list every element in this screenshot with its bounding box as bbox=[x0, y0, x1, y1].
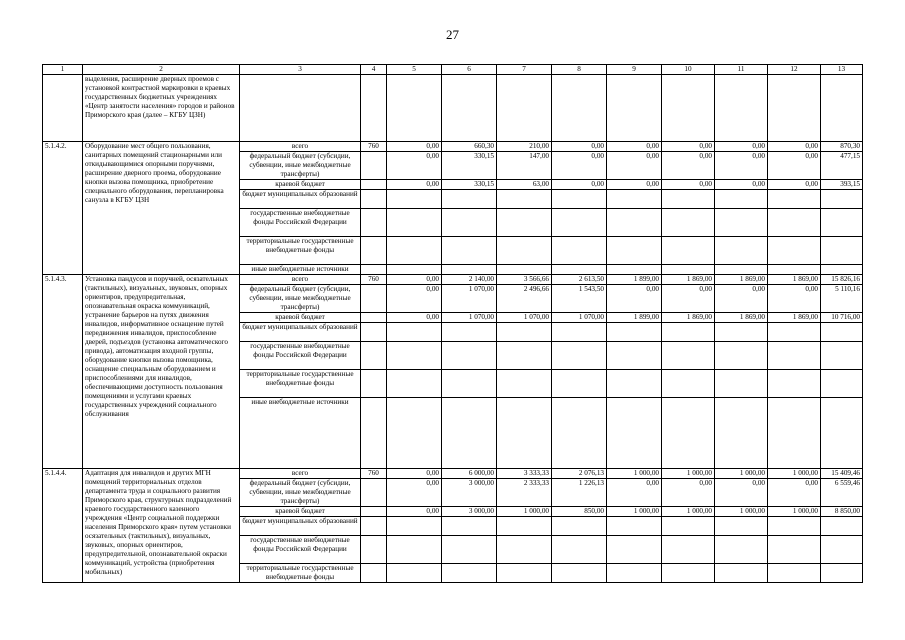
grbs-cell bbox=[361, 517, 387, 536]
funding-table bbox=[42, 64, 863, 583]
value-cell bbox=[662, 370, 715, 398]
table-cell bbox=[240, 75, 361, 142]
value-cell bbox=[768, 342, 821, 370]
value-cell bbox=[821, 536, 863, 564]
value-cell: 2 613,50 bbox=[552, 275, 607, 285]
value-cell bbox=[821, 398, 863, 469]
value-cell: 0,00 bbox=[768, 180, 821, 190]
value-cell: 1 869,00 bbox=[715, 275, 768, 285]
value-cell: 330,15 bbox=[442, 180, 497, 190]
value-cell bbox=[662, 536, 715, 564]
value-cell bbox=[442, 237, 497, 265]
value-cell bbox=[821, 237, 863, 265]
value-cell: 5 110,16 bbox=[821, 285, 863, 313]
value-cell: 0,00 bbox=[768, 285, 821, 313]
value-cell bbox=[497, 398, 552, 469]
code-cell: 5.1.4.3. bbox=[43, 275, 83, 469]
value-cell: 2 076,13 bbox=[552, 469, 607, 479]
value-cell bbox=[387, 517, 442, 536]
table-row bbox=[43, 65, 863, 75]
source-cell: всего bbox=[240, 142, 361, 152]
value-cell: 330,15 bbox=[442, 152, 497, 180]
value-cell: 0,00 bbox=[607, 180, 662, 190]
column-header: 4 bbox=[361, 65, 387, 75]
value-cell: 1 000,00 bbox=[662, 507, 715, 517]
source-cell: государственные внебюджетные фонды Российской Федерации bbox=[240, 536, 361, 564]
description-cell: Установка пандусов и поручней, осязательных (тактильных), визуальных, звуковых, опорных ориентиров, предупредительная, опознавательная окраска коммуникаций, устранение барьеров на путях движения инвалидов, информативное оснащение путей передвижения инвалидов, приспособление дверей, подъездов (установка автоматического привода), автоматизация входной группы, оборудование кнопки вызова помощника, оснащение специальным оборудованием и приспособлениями для инвалидов, обеспечивающими доступность пользования помещениями и услугами краевых государственных учреждений социального обслуживания bbox=[83, 275, 240, 469]
value-cell bbox=[442, 265, 497, 275]
value-cell: 2 140,00 bbox=[442, 275, 497, 285]
value-cell: 850,00 bbox=[552, 507, 607, 517]
value-cell bbox=[821, 323, 863, 342]
value-cell bbox=[387, 209, 442, 237]
value-cell bbox=[715, 398, 768, 469]
value-cell bbox=[607, 237, 662, 265]
value-cell bbox=[497, 536, 552, 564]
code-cell bbox=[43, 75, 83, 142]
value-cell: 0,00 bbox=[387, 285, 442, 313]
source-cell: всего bbox=[240, 469, 361, 479]
source-cell: всего bbox=[240, 275, 361, 285]
value-cell bbox=[662, 517, 715, 536]
value-cell bbox=[768, 517, 821, 536]
value-cell bbox=[768, 536, 821, 564]
value-cell: 1 899,00 bbox=[607, 313, 662, 323]
value-cell: 1 543,50 bbox=[552, 285, 607, 313]
description-cell: Адаптация для инвалидов и других МГН помещений территориальных отделов департамента труда и социального развития Приморского края, структурных подразделений краевого государственного казенного учреждения «Центр социальной поддержки населения Приморского края» путем установки осязательных (тактильных), визуальных, звуковых, опорных ориентиров, предупредительной, опознавательной окраски коммуникаций, устройства (приобретения мобильных) bbox=[83, 469, 240, 583]
table-cell bbox=[361, 75, 387, 142]
table-cell bbox=[497, 75, 552, 142]
value-cell bbox=[552, 398, 607, 469]
grbs-cell bbox=[361, 507, 387, 517]
value-cell bbox=[768, 209, 821, 237]
page-number: 27 bbox=[446, 27, 459, 42]
value-cell: 1 000,00 bbox=[497, 507, 552, 517]
value-cell: 0,00 bbox=[552, 180, 607, 190]
grbs-cell bbox=[361, 313, 387, 323]
value-cell bbox=[715, 517, 768, 536]
value-cell bbox=[662, 190, 715, 209]
value-cell bbox=[442, 398, 497, 469]
grbs-cell bbox=[361, 237, 387, 265]
value-cell bbox=[442, 323, 497, 342]
value-cell: 1 000,00 bbox=[607, 507, 662, 517]
value-cell bbox=[607, 323, 662, 342]
value-cell bbox=[387, 536, 442, 564]
value-cell: 0,00 bbox=[715, 479, 768, 507]
value-cell: 0,00 bbox=[387, 313, 442, 323]
grbs-cell bbox=[361, 370, 387, 398]
value-cell: 0,00 bbox=[387, 152, 442, 180]
value-cell bbox=[497, 190, 552, 209]
value-cell bbox=[552, 209, 607, 237]
grbs-cell: 760 bbox=[361, 469, 387, 479]
value-cell: 10 716,00 bbox=[821, 313, 863, 323]
value-cell bbox=[497, 564, 552, 583]
value-cell bbox=[442, 209, 497, 237]
value-cell: 63,00 bbox=[497, 180, 552, 190]
table-cell bbox=[715, 75, 768, 142]
value-cell: 870,30 bbox=[821, 142, 863, 152]
value-cell: 1 070,00 bbox=[552, 313, 607, 323]
value-cell: 0,00 bbox=[552, 152, 607, 180]
table-cell bbox=[387, 75, 442, 142]
value-cell: 3 000,00 bbox=[442, 507, 497, 517]
value-cell bbox=[821, 209, 863, 237]
table-cell bbox=[442, 75, 497, 142]
grbs-cell bbox=[361, 180, 387, 190]
value-cell bbox=[497, 323, 552, 342]
value-cell: 6 000,00 bbox=[442, 469, 497, 479]
value-cell: 0,00 bbox=[662, 152, 715, 180]
value-cell bbox=[442, 536, 497, 564]
value-cell: 2 333,33 bbox=[497, 479, 552, 507]
value-cell bbox=[662, 342, 715, 370]
table-row bbox=[43, 75, 863, 142]
value-cell bbox=[387, 237, 442, 265]
source-cell: территориальные государственные внебюджетные фонды bbox=[240, 237, 361, 265]
value-cell bbox=[715, 237, 768, 265]
value-cell bbox=[715, 564, 768, 583]
table-row bbox=[43, 469, 863, 479]
value-cell: 15 409,46 bbox=[821, 469, 863, 479]
value-cell bbox=[662, 564, 715, 583]
value-cell bbox=[715, 265, 768, 275]
value-cell bbox=[497, 265, 552, 275]
value-cell bbox=[552, 237, 607, 265]
value-cell: 0,00 bbox=[768, 152, 821, 180]
grbs-cell: 760 bbox=[361, 275, 387, 285]
source-cell: федеральный бюджет (субсидии, субвенции, иные межбюджетные трансферты) bbox=[240, 479, 361, 507]
value-cell: 3 333,33 bbox=[497, 469, 552, 479]
value-cell: 6 559,46 bbox=[821, 479, 863, 507]
value-cell: 0,00 bbox=[768, 142, 821, 152]
value-cell: 0,00 bbox=[607, 285, 662, 313]
value-cell bbox=[442, 517, 497, 536]
value-cell bbox=[387, 398, 442, 469]
value-cell: 0,00 bbox=[607, 479, 662, 507]
value-cell bbox=[387, 265, 442, 275]
value-cell bbox=[768, 265, 821, 275]
value-cell bbox=[497, 370, 552, 398]
value-cell: 477,15 bbox=[821, 152, 863, 180]
value-cell bbox=[821, 342, 863, 370]
value-cell: 1 869,00 bbox=[768, 313, 821, 323]
source-cell: краевой бюджет bbox=[240, 180, 361, 190]
table-cell bbox=[552, 75, 607, 142]
value-cell bbox=[821, 265, 863, 275]
value-cell bbox=[607, 370, 662, 398]
table-row bbox=[43, 275, 863, 285]
column-header: 10 bbox=[662, 65, 715, 75]
value-cell: 3 000,00 bbox=[442, 479, 497, 507]
value-cell bbox=[768, 237, 821, 265]
value-cell: 1 000,00 bbox=[715, 507, 768, 517]
value-cell bbox=[768, 323, 821, 342]
value-cell: 0,00 bbox=[662, 142, 715, 152]
value-cell: 0,00 bbox=[662, 479, 715, 507]
value-cell: 0,00 bbox=[607, 152, 662, 180]
value-cell bbox=[715, 536, 768, 564]
value-cell: 1 226,13 bbox=[552, 479, 607, 507]
grbs-cell bbox=[361, 265, 387, 275]
value-cell bbox=[552, 265, 607, 275]
table-cell bbox=[607, 75, 662, 142]
grbs-cell: 760 bbox=[361, 142, 387, 152]
value-cell: 15 826,16 bbox=[821, 275, 863, 285]
source-cell: бюджет муниципальных образований bbox=[240, 190, 361, 209]
source-cell: иные внебюджетные источники bbox=[240, 398, 361, 469]
value-cell: 1 869,00 bbox=[662, 313, 715, 323]
source-cell: бюджет муниципальных образований bbox=[240, 517, 361, 536]
source-cell: территориальные государственные внебюджетные фонды bbox=[240, 370, 361, 398]
value-cell bbox=[552, 536, 607, 564]
value-cell bbox=[768, 190, 821, 209]
value-cell: 1 070,00 bbox=[442, 313, 497, 323]
value-cell bbox=[768, 370, 821, 398]
value-cell bbox=[607, 209, 662, 237]
value-cell bbox=[607, 398, 662, 469]
value-cell: 1 000,00 bbox=[768, 507, 821, 517]
value-cell: 0,00 bbox=[715, 180, 768, 190]
source-cell: государственные внебюджетные фонды Российской Федерации bbox=[240, 209, 361, 237]
value-cell: 1 869,00 bbox=[662, 275, 715, 285]
value-cell bbox=[387, 370, 442, 398]
grbs-cell bbox=[361, 285, 387, 313]
value-cell bbox=[662, 323, 715, 342]
table-row bbox=[43, 142, 863, 152]
value-cell: 0,00 bbox=[387, 507, 442, 517]
value-cell bbox=[442, 564, 497, 583]
value-cell bbox=[552, 190, 607, 209]
value-cell bbox=[821, 190, 863, 209]
value-cell bbox=[662, 265, 715, 275]
grbs-cell bbox=[361, 190, 387, 209]
value-cell bbox=[821, 517, 863, 536]
value-cell: 0,00 bbox=[552, 142, 607, 152]
value-cell: 0,00 bbox=[607, 142, 662, 152]
value-cell: 0,00 bbox=[387, 142, 442, 152]
source-cell: краевой бюджет bbox=[240, 313, 361, 323]
code-cell: 5.1.4.4. bbox=[43, 469, 83, 583]
grbs-cell bbox=[361, 323, 387, 342]
value-cell bbox=[607, 265, 662, 275]
column-header: 6 bbox=[442, 65, 497, 75]
value-cell: 1 869,00 bbox=[768, 275, 821, 285]
value-cell bbox=[497, 517, 552, 536]
source-cell: бюджет муниципальных образований bbox=[240, 323, 361, 342]
value-cell bbox=[552, 370, 607, 398]
value-cell: 0,00 bbox=[387, 275, 442, 285]
value-cell bbox=[497, 237, 552, 265]
value-cell: 1 899,00 bbox=[607, 275, 662, 285]
value-cell: 0,00 bbox=[387, 180, 442, 190]
value-cell: 1 070,00 bbox=[442, 285, 497, 313]
column-header: 11 bbox=[715, 65, 768, 75]
value-cell bbox=[715, 190, 768, 209]
source-cell: государственные внебюджетные фонды Российской Федерации bbox=[240, 342, 361, 370]
grbs-cell bbox=[361, 342, 387, 370]
value-cell bbox=[552, 517, 607, 536]
value-cell: 1 000,00 bbox=[715, 469, 768, 479]
source-cell: федеральный бюджет (субсидии, субвенции, иные межбюджетные трансферты) bbox=[240, 285, 361, 313]
value-cell bbox=[607, 342, 662, 370]
value-cell bbox=[715, 370, 768, 398]
value-cell bbox=[768, 398, 821, 469]
table-cell bbox=[662, 75, 715, 142]
column-header: 12 bbox=[768, 65, 821, 75]
value-cell bbox=[442, 370, 497, 398]
value-cell bbox=[552, 323, 607, 342]
column-header: 13 bbox=[821, 65, 863, 75]
value-cell: 147,00 bbox=[497, 152, 552, 180]
code-cell: 5.1.4.2. bbox=[43, 142, 83, 275]
source-cell: иные внебюджетные источники bbox=[240, 265, 361, 275]
description-cell: Оборудование мест общего пользования, санитарных помещений стационарными или откидывающимися опорными поручнями, расширение дверного проема, оборудование кнопки вызова помощника, приобретение специального оборудования, перепланировка санузла в КГБУ ЦЗН bbox=[83, 142, 240, 275]
column-header: 5 bbox=[387, 65, 442, 75]
value-cell bbox=[552, 564, 607, 583]
value-cell bbox=[442, 190, 497, 209]
value-cell bbox=[715, 342, 768, 370]
value-cell bbox=[387, 323, 442, 342]
value-cell: 0,00 bbox=[715, 142, 768, 152]
value-cell: 660,30 bbox=[442, 142, 497, 152]
value-cell: 210,00 bbox=[497, 142, 552, 152]
value-cell: 1 000,00 bbox=[607, 469, 662, 479]
grbs-cell bbox=[361, 209, 387, 237]
value-cell bbox=[552, 342, 607, 370]
value-cell bbox=[662, 237, 715, 265]
value-cell: 0,00 bbox=[768, 479, 821, 507]
source-cell: федеральный бюджет (субсидии, субвенции, иные межбюджетные трансферты) bbox=[240, 152, 361, 180]
grbs-cell bbox=[361, 536, 387, 564]
value-cell: 8 850,00 bbox=[821, 507, 863, 517]
value-cell bbox=[497, 209, 552, 237]
value-cell: 0,00 bbox=[715, 285, 768, 313]
column-header: 1 bbox=[43, 65, 83, 75]
value-cell: 1 070,00 bbox=[497, 313, 552, 323]
value-cell bbox=[662, 209, 715, 237]
value-cell bbox=[607, 517, 662, 536]
value-cell: 0,00 bbox=[662, 180, 715, 190]
value-cell: 0,00 bbox=[387, 469, 442, 479]
value-cell bbox=[715, 323, 768, 342]
value-cell: 393,15 bbox=[821, 180, 863, 190]
grbs-cell bbox=[361, 479, 387, 507]
column-header: 7 bbox=[497, 65, 552, 75]
value-cell: 0,00 bbox=[662, 285, 715, 313]
column-header: 9 bbox=[607, 65, 662, 75]
value-cell bbox=[768, 564, 821, 583]
source-cell: краевой бюджет bbox=[240, 507, 361, 517]
value-cell bbox=[387, 564, 442, 583]
column-header: 2 bbox=[83, 65, 240, 75]
value-cell bbox=[607, 564, 662, 583]
value-cell bbox=[387, 190, 442, 209]
table-cell bbox=[821, 75, 863, 142]
grbs-cell bbox=[361, 564, 387, 583]
value-cell bbox=[821, 370, 863, 398]
value-cell: 1 000,00 bbox=[768, 469, 821, 479]
value-cell: 1 869,00 bbox=[715, 313, 768, 323]
grbs-cell bbox=[361, 398, 387, 469]
value-cell: 0,00 bbox=[387, 479, 442, 507]
value-cell bbox=[442, 342, 497, 370]
value-cell: 0,00 bbox=[715, 152, 768, 180]
source-cell: территориальные государственные внебюджетные фонды bbox=[240, 564, 361, 583]
value-cell bbox=[821, 564, 863, 583]
table-cell bbox=[768, 75, 821, 142]
column-header: 8 bbox=[552, 65, 607, 75]
value-cell bbox=[662, 398, 715, 469]
value-cell bbox=[715, 209, 768, 237]
value-cell bbox=[497, 342, 552, 370]
description-cell: выделения, расширение дверных проемов с установкой контрастной маркировки в краевых государственных бюджетных учреждениях «Центр занятости населения» городов и районов Приморского края (далее – КГБУ ЦЗН) bbox=[83, 75, 240, 142]
value-cell: 2 496,66 bbox=[497, 285, 552, 313]
value-cell bbox=[607, 536, 662, 564]
value-cell bbox=[387, 342, 442, 370]
value-cell bbox=[607, 190, 662, 209]
value-cell: 3 566,66 bbox=[497, 275, 552, 285]
value-cell: 1 000,00 bbox=[662, 469, 715, 479]
column-header: 3 bbox=[240, 65, 361, 75]
grbs-cell bbox=[361, 152, 387, 180]
